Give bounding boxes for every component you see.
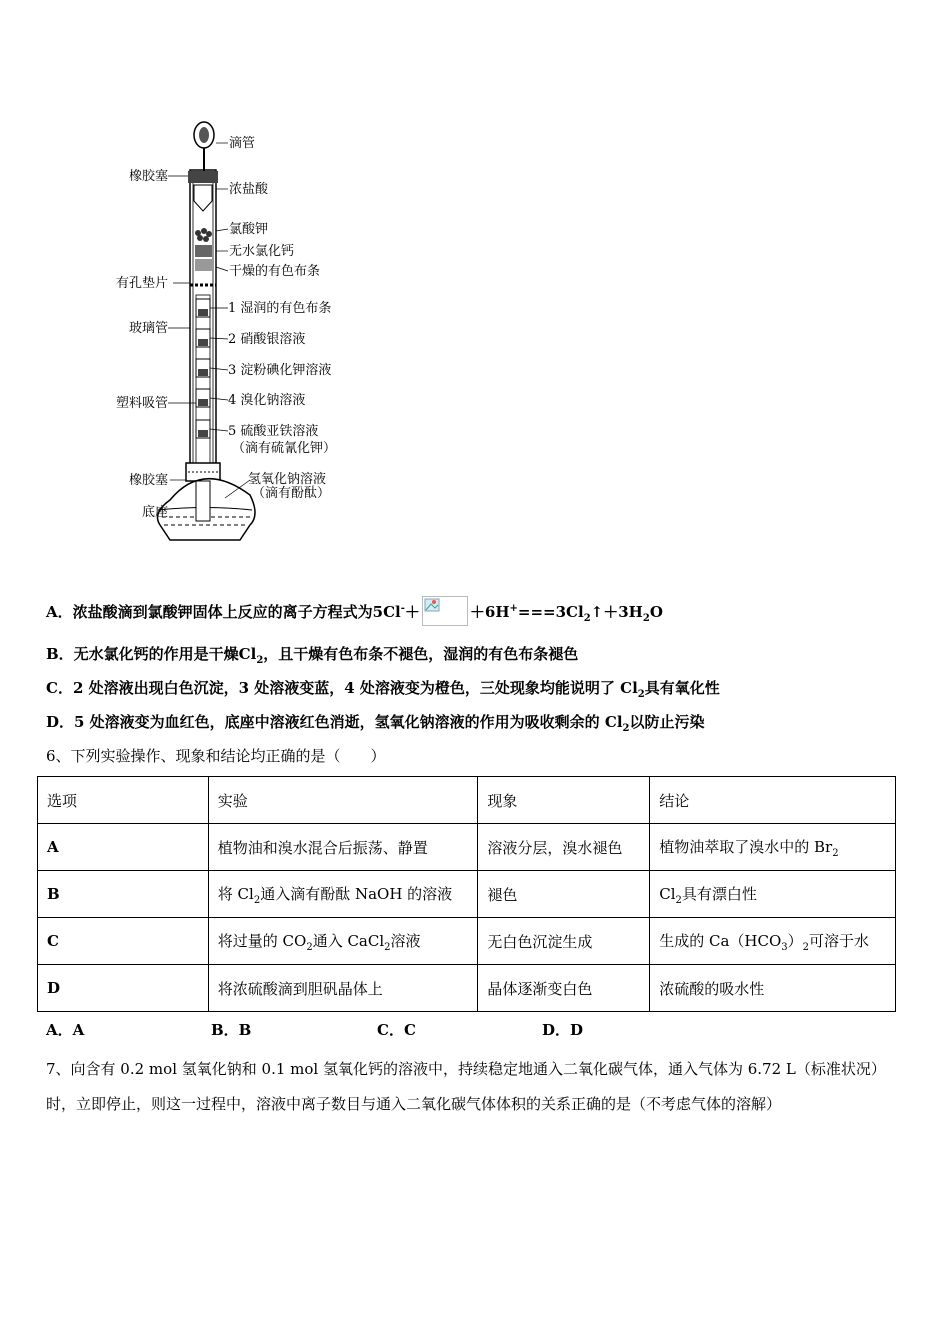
option-a: A．浓盐酸滴到氯酸钾固体上反应的离子方程式为$5Cl^-+ +6H^+===3Cl_2↑+3H_2O$ bbox=[46, 596, 663, 629]
question-7: 7、向含有 0.2 mol 氢氧化钠和 0.1 mol 氢氧化钙的溶液中，持续稳定地通入二氧化碳气体，通入气体为 6.72 L（标准状况）时，立即停止，则这一过程中，溶液中离子数目与通入二氧化碳气体体积的关系正确的是（不考虑气体的溶解） bbox=[46, 1060, 886, 1113]
header-cell: 结论 bbox=[650, 777, 896, 824]
table-row bbox=[38, 965, 896, 1012]
calcium-chloride bbox=[195, 245, 212, 257]
diagram-label: 底座 bbox=[141, 505, 168, 520]
experiment-cell: 将 $Cl_2$通入滴有酚酞 NaOH 的溶液 bbox=[208, 871, 478, 918]
diagram-label: 滴管 bbox=[229, 136, 256, 151]
diagram-label: 3 淀粉碘化钾溶液 bbox=[228, 363, 332, 378]
answer-b: B．B bbox=[211, 1021, 252, 1039]
phenomenon-cell: 溶液分层，溴水褪色 bbox=[478, 824, 650, 871]
phenomenon-cell: 褪色 bbox=[478, 871, 650, 918]
diagram-label: 5 硫酸亚铁溶液 bbox=[228, 424, 319, 439]
diagram-label: 浓盐酸 bbox=[229, 182, 269, 197]
answer-c: C．C bbox=[377, 1021, 416, 1039]
diagram-label: 橡胶塞 bbox=[128, 473, 168, 488]
diagram-label: 玻璃管 bbox=[128, 321, 168, 336]
diagram-label: 氢氧化钠溶液 bbox=[248, 472, 327, 487]
experiment-cell: 将浓硫酸滴到胆矾晶体上 bbox=[208, 965, 478, 1012]
rubber-stopper-top bbox=[188, 171, 218, 183]
diagram-label: 有孔垫片 bbox=[115, 276, 168, 291]
conclusion-cell: 植物油萃取了溴水中的 $Br_2$ bbox=[650, 824, 896, 871]
experiment-cell: 植物油和溴水混合后振荡、静置 bbox=[208, 824, 478, 871]
apparatus-diagram bbox=[100, 115, 360, 545]
diagram-label: （滴有硫氰化钾） bbox=[232, 441, 337, 456]
conclusion-cell: 生成的 $Ca(HCO_3)_2$可溶于水 bbox=[650, 918, 896, 965]
table-row bbox=[38, 824, 896, 871]
table-row bbox=[38, 918, 896, 965]
diagram-label: 橡胶塞 bbox=[128, 169, 168, 184]
diagram-label: 无水氯化钙 bbox=[229, 244, 295, 259]
phenomenon-cell: 晶体逐渐变白色 bbox=[478, 965, 650, 1012]
potassium-chlorate bbox=[195, 228, 212, 242]
option-d: D．5 处溶液变为血红色，底座中溶液红色消逝，氢氧化钠溶液的作用为吸收剩余的 $Cl_2$以防止污染 bbox=[46, 713, 705, 734]
experiment-cell: 将过量的 $CO_2$通入 CaCl$_2$溶液 bbox=[208, 918, 478, 965]
diagram-label: 4 溴化钠溶液 bbox=[228, 393, 306, 408]
header-cell: 实验 bbox=[208, 777, 478, 824]
question-6-stem: 6、下列实验操作、现象和结论均正确的是（ ） bbox=[46, 747, 386, 765]
option-cell: C bbox=[38, 918, 209, 965]
phenomenon-cell: 无白色沉淀生成 bbox=[478, 918, 650, 965]
option-b: B．无水氯化钙的作用是干燥$Cl_2$，且干燥有色布条不褪色，湿润的有色布条褪色 bbox=[46, 645, 579, 666]
table-row bbox=[38, 871, 896, 918]
conclusion-cell: $Cl_2$具有漂白性 bbox=[650, 871, 896, 918]
diagram-label: 干燥的有色布条 bbox=[229, 264, 321, 279]
answer-d: D．D bbox=[542, 1021, 584, 1039]
answer-a: A．A bbox=[46, 1021, 85, 1039]
option-cell: A bbox=[38, 824, 209, 871]
diagram-label: （滴有酚酞） bbox=[252, 486, 331, 501]
option-cell: D bbox=[38, 965, 209, 1012]
diagram-label: 1 湿润的有色布条 bbox=[228, 301, 332, 316]
diagram-label: 塑料吸管 bbox=[115, 396, 168, 411]
table-header-row bbox=[38, 777, 896, 824]
header-cell: 选项 bbox=[38, 777, 209, 824]
option-cell: B bbox=[38, 871, 209, 918]
conclusion-cell: 浓硫酸的吸水性 bbox=[650, 965, 896, 1012]
diagram-label: 氯酸钾 bbox=[229, 222, 269, 237]
question-6-table bbox=[37, 776, 896, 1012]
diagram-label: 2 硝酸银溶液 bbox=[228, 332, 306, 347]
option-c: C．2 处溶液出现白色沉淀，3 处溶液变蓝，4 处溶液变为橙色，三处现象均能说明了 $Cl_2$具有氧化性 bbox=[46, 679, 720, 700]
broken-image-icon bbox=[422, 596, 468, 626]
header-cell: 现象 bbox=[478, 777, 650, 824]
